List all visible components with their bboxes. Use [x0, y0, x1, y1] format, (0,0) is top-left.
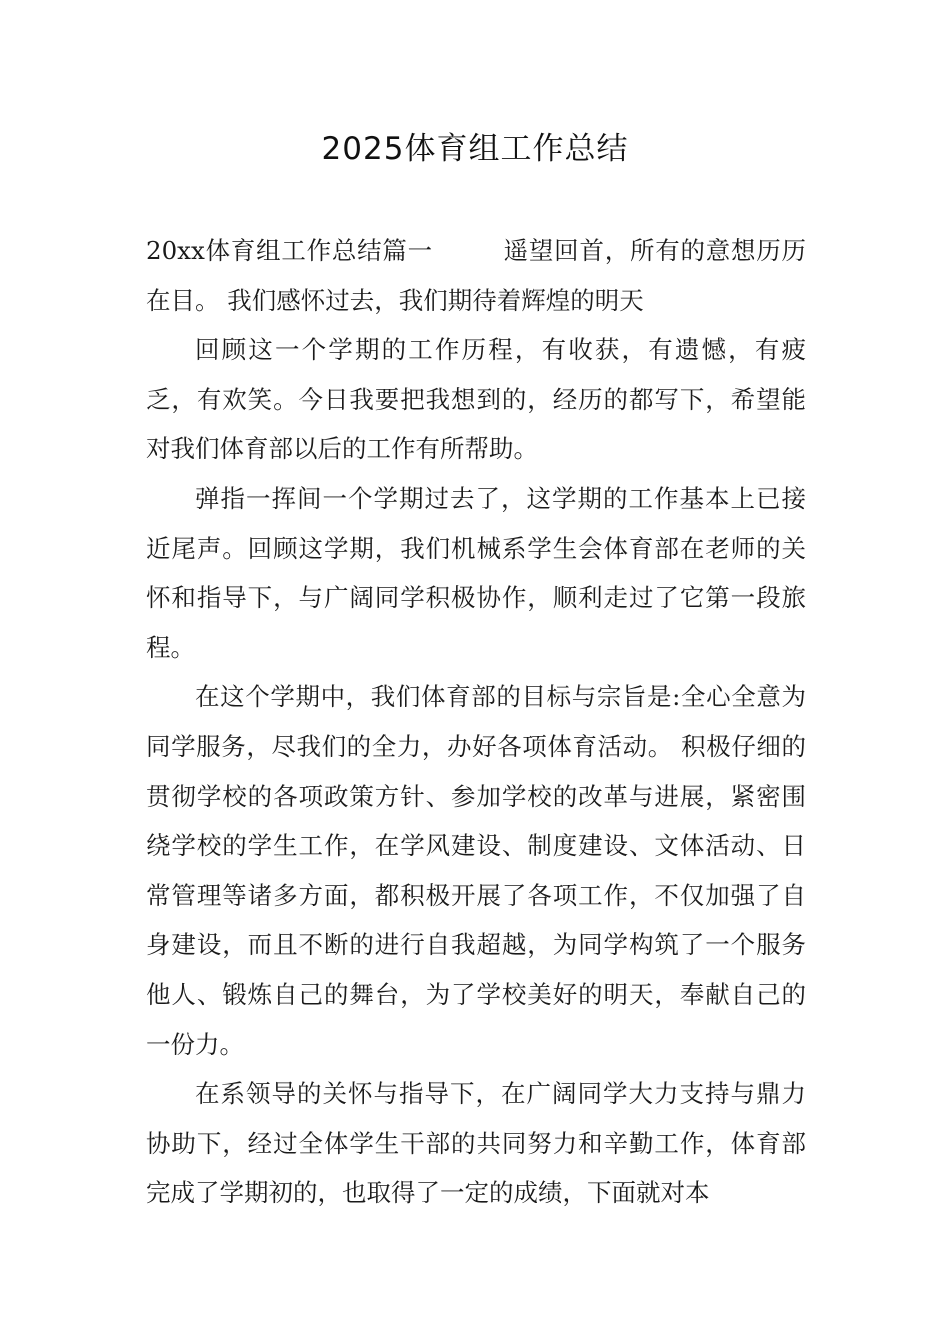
paragraph-3: 在这个学期中，我们体育部的目标与宗旨是:全心全意为同学服务，尽我们的全力，办好各项体育活动。 积极仔细的贯彻学校的各项政策方针、参加学校的改革与进展，紧密围绕学校的学生工作，在学风建设、制度建设、文体活动、日常管理等诸多方面，都积极开展了各项工作，不仅加强了自身建设，而且不断的进行自我超越，为同学构筑了一个服务他人、锻炼自己的舞台，为了学校美好的明天，奉献自己的一份力。: [146, 682, 806, 1059]
paragraph-4: 在系领导的关怀与指导下，在广阔同学大力支持与鼎力协助下，经过全体学生干部的共同努力和辛勤工作，体育部完成了学期初的，也取得了一定的成绩，下面就对本: [146, 1079, 806, 1208]
paragraph-2: 弹指一挥间一个学期过去了，这学期的工作基本上已接近尾声。回顾这学期，我们机械系学生会体育部在老师的关怀和指导下，与广阔同学积极协作，顺利走过了它第一段旅程。: [146, 483, 806, 662]
intro-heading: 20xx体育组工作总结篇一: [146, 236, 433, 265]
document-title: 2025体育组工作总结: [321, 131, 629, 167]
paragraph-1: 回顾这一个学期的工作历程，有收获，有遗憾，有疲乏，有欢笑。今日我要把我想到的，经历的都写下，希望能对我们体育部以后的工作有所帮助。: [146, 335, 806, 464]
document-body: [146, 226, 806, 1218]
intro-paragraph: [146, 226, 806, 325]
intro-text: 遥望回首，所有的意想历历在目。 我们感怀过去，我们期待着辉煌的明天: [146, 236, 807, 315]
